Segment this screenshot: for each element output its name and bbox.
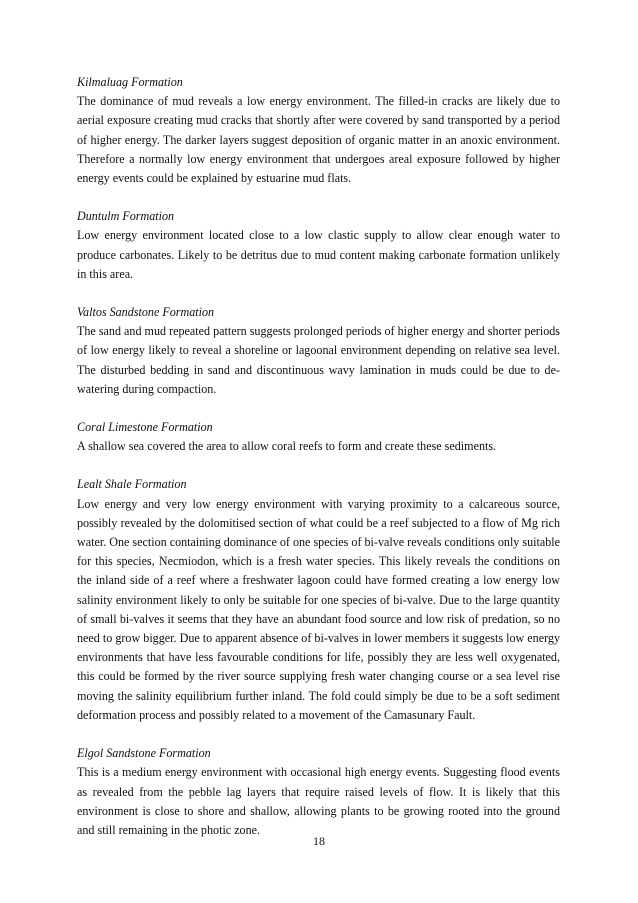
page-number: 18 xyxy=(313,834,325,848)
section-paragraph: Low energy environment located close to a low clastic supply to allow clear enough water to produce carbonates. Likely to be detritus due to mud content making carbonate formation unlikely in this area. xyxy=(77,228,560,281)
section-kilmaluag xyxy=(77,73,560,188)
section-coral-limestone xyxy=(77,418,560,456)
section-heading: Elgol Sandstone Formation xyxy=(77,746,211,761)
section-elgol xyxy=(77,744,560,840)
section-heading: Coral Limestone Formation xyxy=(77,420,213,435)
section-paragraph: The sand and mud repeated pattern suggests prolonged periods of higher energy and shorter periods of low energy likely to reveal a shoreline or lagoonal environment depending on relative sea level. The disturbed bedding in sand and discontinuous wavy lamination in muds could be due to de-watering during compaction. xyxy=(77,324,560,396)
section-heading: Valtos Sandstone Formation xyxy=(77,305,215,320)
section-heading: Duntulm Formation xyxy=(77,209,175,224)
section-paragraph: The dominance of mud reveals a low energy environment. The filled-in cracks are likely due to aerial exposure creating mud cracks that shortly after were covered by sand transported by a period of higher energy. The darker layers suggest deposition of organic matter in an anoxic environment. Therefore a normally low energy environment that undergoes areal exposure followed by higher energy events could be explained by estuarine mud flats. xyxy=(77,94,560,186)
section-duntulm xyxy=(77,207,560,284)
section-paragraph: Low energy and very low energy environment with varying proximity to a calcareous source, possibly revealed by the dolomitised section of what could be a reef subjected to a flow of Mg rich water. One section containing dominance of one species of bi-valve reveals conditions only suitable for this species, Necmiodon, which is a fresh water species. This likely reveals the conditions on the inland side of a reef where a freshwater lagoon could have formed creating a low energy low salinity environment likely to only be suitable for one species of bi-valve. Due to the large quantity of small bi-valves it seems that they have an abundant food source and low risk of predation, so no need to grow bigger. Due to apparent absence of bi-valves in lower members it suggests low energy environments that have less favourable conditions for life, possibly they are less well oxygenated, this could be formed by the river source supplying fresh water changing course or a sea level rise moving the salinity equilibrium further inland. The fold could simply be due to be a soft sediment deformation process and possibly related to a movement of the Camasunary Fault. xyxy=(77,496,560,722)
section-valtos xyxy=(77,303,560,399)
section-heading: Lealt Shale Formation xyxy=(77,477,187,492)
section-heading: Kilmaluag Formation xyxy=(77,75,183,89)
page-content xyxy=(77,73,560,859)
section-paragraph: This is a medium energy environment with occasional high energy events. Suggesting flood events as revealed from the pebble lag layers that require raised levels of flow. It is likely that this environment is close to shore and shallow, allowing plants to be growing rooted into the ground and still remaining in the photic zone. xyxy=(77,765,560,837)
section-paragraph: A shallow sea covered the area to allow coral reefs to form and create these sediments. xyxy=(77,439,497,454)
section-lealt-shale xyxy=(77,475,560,725)
